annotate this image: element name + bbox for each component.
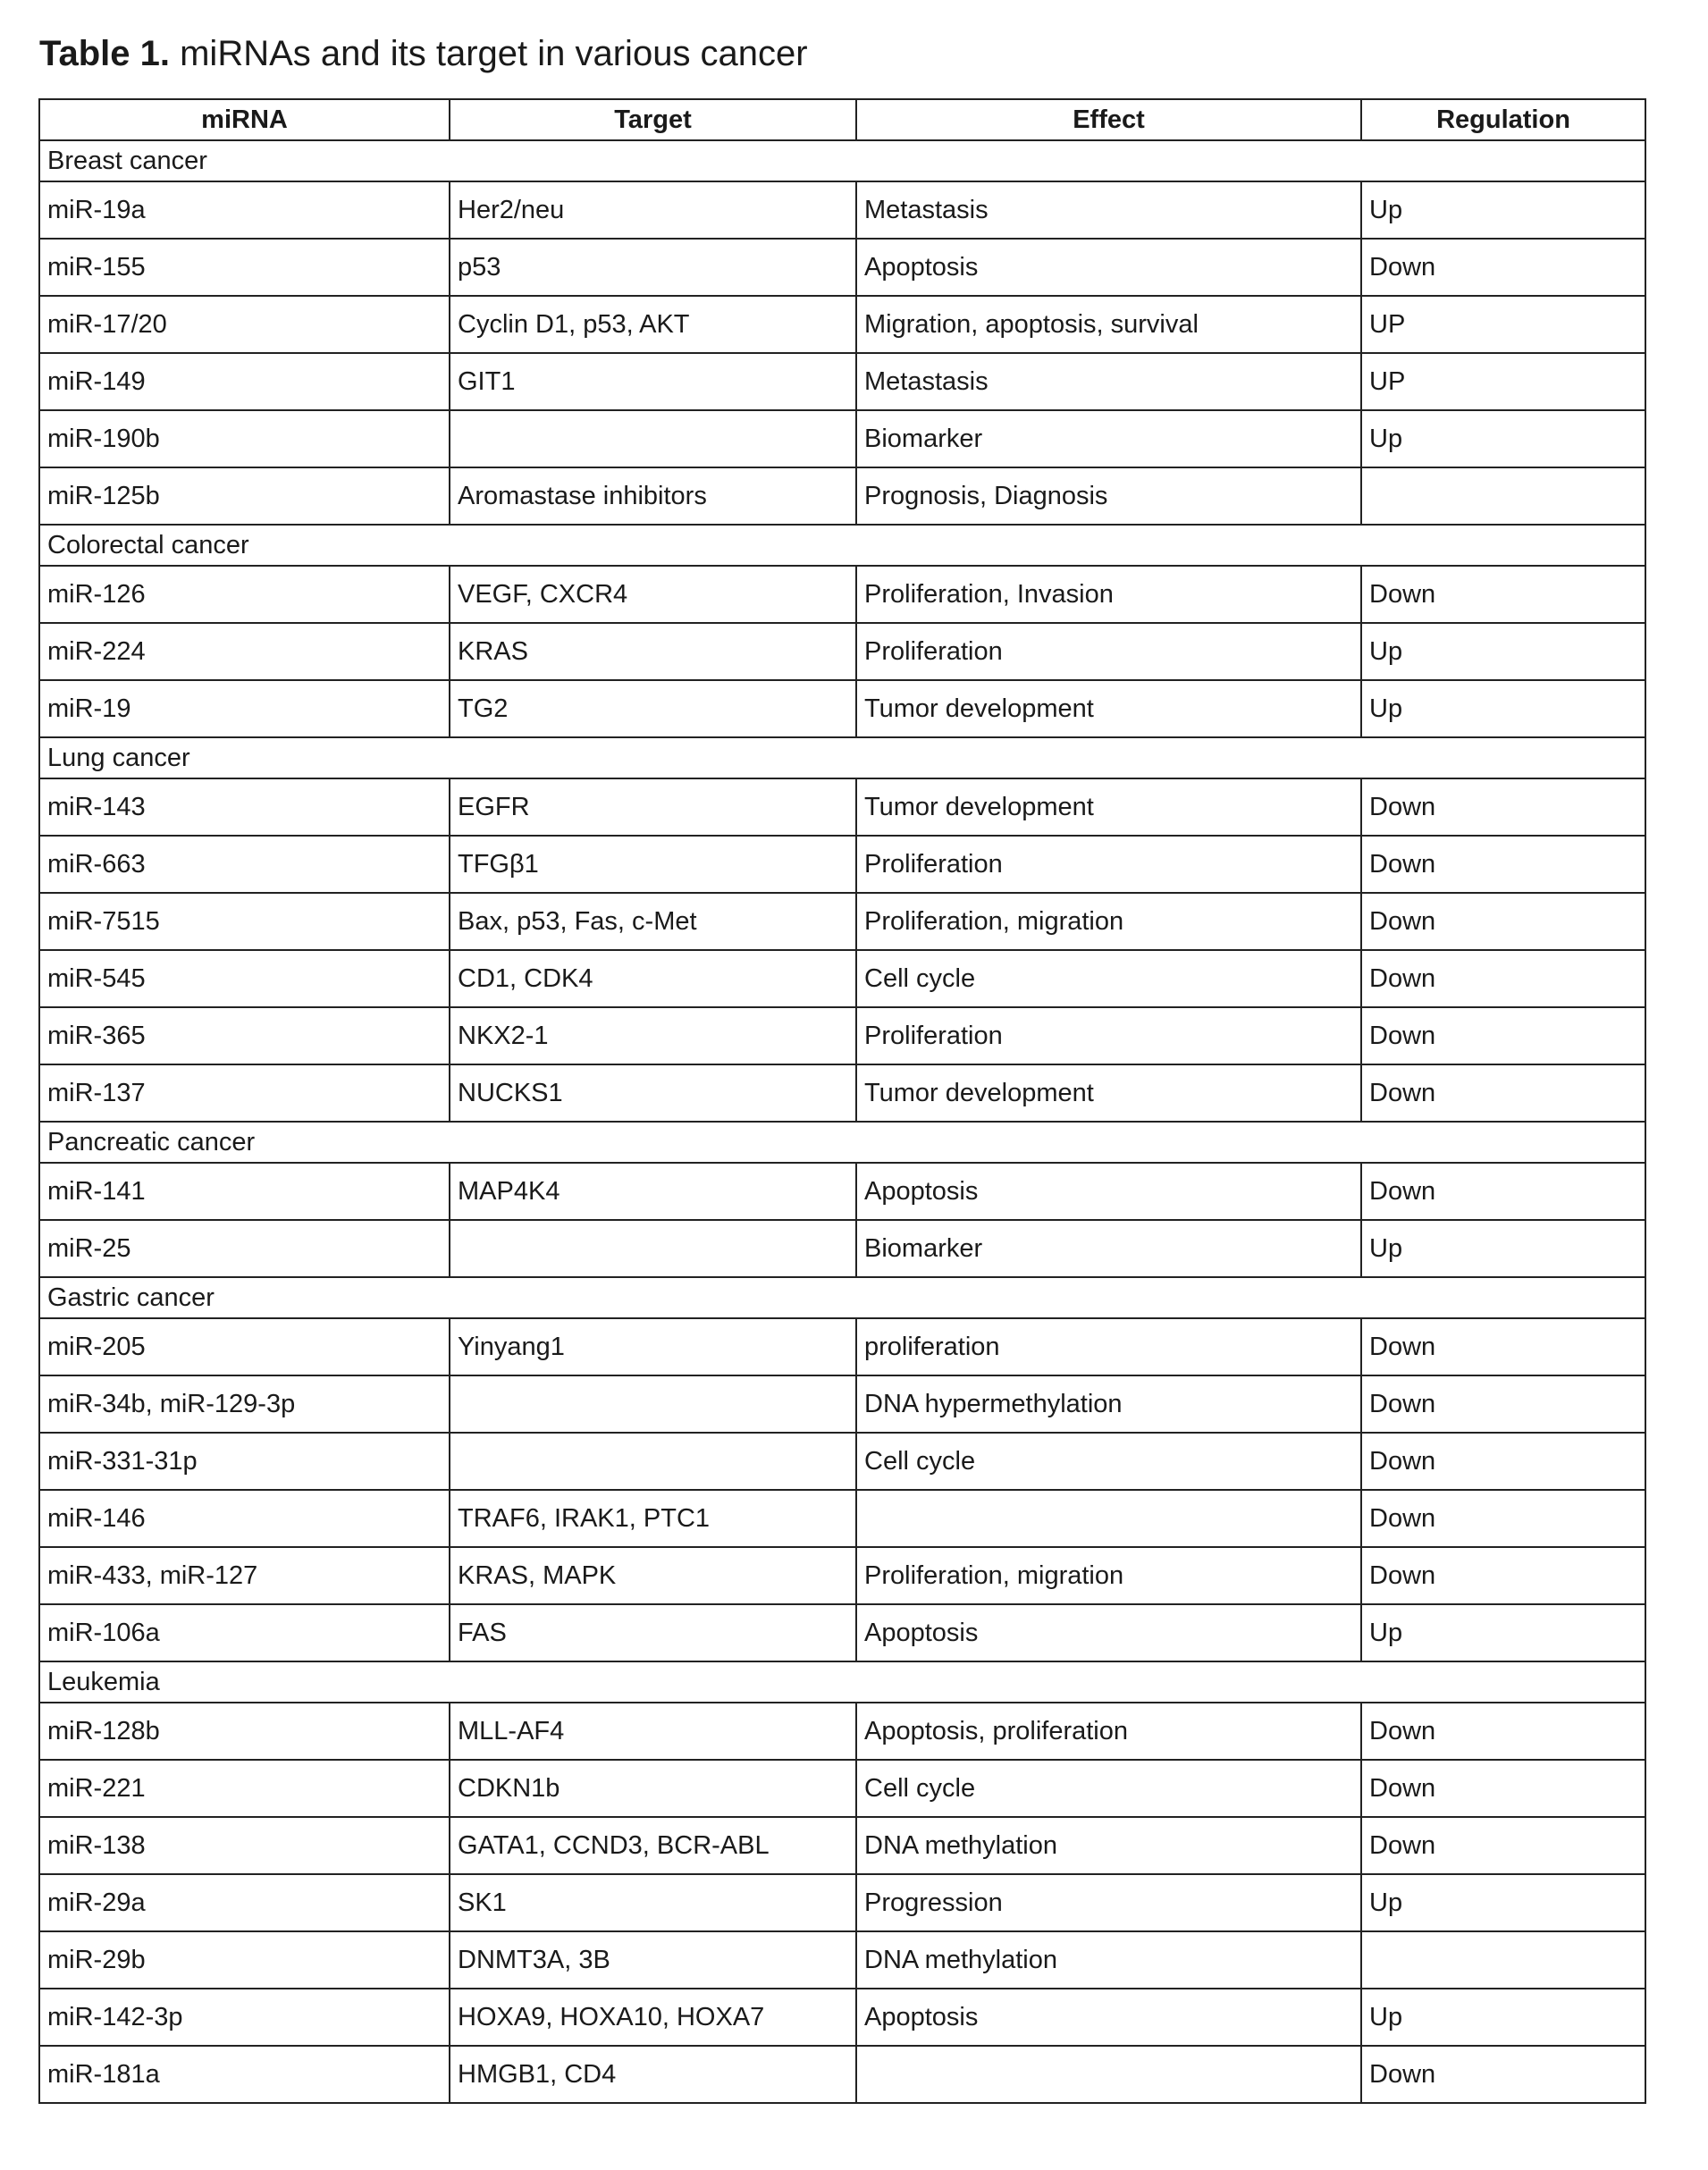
mirna-cell: miR-34b, miR-129-3p	[39, 1375, 450, 1433]
regulation-cell: Up	[1361, 1874, 1645, 1931]
table-row	[39, 680, 1645, 737]
section-title: Colorectal cancer	[39, 525, 1645, 566]
table-caption-label: Table 1.	[39, 34, 170, 73]
effect-cell: Tumor development	[856, 680, 1361, 737]
effect-cell: Cell cycle	[856, 1760, 1361, 1817]
section-title: Gastric cancer	[39, 1277, 1645, 1318]
mirna-cell: miR-205	[39, 1318, 450, 1375]
regulation-cell: Down	[1361, 1490, 1645, 1547]
target-cell: Aromastase inhibitors	[450, 467, 856, 525]
effect-cell: Proliferation	[856, 1007, 1361, 1064]
target-cell: TG2	[450, 680, 856, 737]
section-row	[39, 737, 1645, 778]
mirna-cell: miR-143	[39, 778, 450, 836]
table-row	[39, 181, 1645, 239]
table-row	[39, 1874, 1645, 1931]
mirna-cell: miR-19	[39, 680, 450, 737]
mirna-cell: miR-146	[39, 1490, 450, 1547]
section-title: Breast cancer	[39, 140, 1645, 181]
effect-cell: Apoptosis	[856, 1989, 1361, 2046]
target-cell: TRAF6, IRAK1, PTC1	[450, 1490, 856, 1547]
regulation-cell: Up	[1361, 623, 1645, 680]
table-row	[39, 1433, 1645, 1490]
regulation-cell: Down	[1361, 950, 1645, 1007]
mirna-cell: miR-29b	[39, 1931, 450, 1989]
table-row	[39, 893, 1645, 950]
section-row	[39, 1122, 1645, 1163]
regulation-cell: Up	[1361, 1989, 1645, 2046]
mirna-cell: miR-663	[39, 836, 450, 893]
target-cell: CD1, CDK4	[450, 950, 856, 1007]
target-cell: NKX2-1	[450, 1007, 856, 1064]
effect-cell: Metastasis	[856, 181, 1361, 239]
table-row	[39, 950, 1645, 1007]
target-cell: HOXA9, HOXA10, HOXA7	[450, 1989, 856, 2046]
target-cell: FAS	[450, 1604, 856, 1661]
effect-cell: Proliferation	[856, 836, 1361, 893]
mirna-cell: miR-25	[39, 1220, 450, 1277]
regulation-cell: Down	[1361, 1007, 1645, 1064]
effect-cell: Proliferation	[856, 623, 1361, 680]
regulation-cell: Down	[1361, 1375, 1645, 1433]
regulation-cell: UP	[1361, 353, 1645, 410]
effect-cell: Proliferation, migration	[856, 1547, 1361, 1604]
table-row	[39, 1989, 1645, 2046]
section-title: Lung cancer	[39, 737, 1645, 778]
target-cell	[450, 1220, 856, 1277]
section-row	[39, 1661, 1645, 1703]
regulation-cell: Down	[1361, 1760, 1645, 1817]
mirna-table	[38, 98, 1646, 2104]
target-cell: Cyclin D1, p53, AKT	[450, 296, 856, 353]
regulation-cell: Down	[1361, 1318, 1645, 1375]
regulation-cell: Down	[1361, 1163, 1645, 1220]
mirna-cell: miR-106a	[39, 1604, 450, 1661]
effect-cell: Proliferation, migration	[856, 893, 1361, 950]
column-header-target: Target	[450, 99, 856, 140]
mirna-cell: miR-142-3p	[39, 1989, 450, 2046]
effect-cell: Apoptosis	[856, 1604, 1361, 1661]
regulation-cell: Down	[1361, 566, 1645, 623]
effect-cell: Migration, apoptosis, survival	[856, 296, 1361, 353]
effect-cell: Apoptosis, proliferation	[856, 1703, 1361, 1760]
target-cell: MAP4K4	[450, 1163, 856, 1220]
mirna-cell: miR-221	[39, 1760, 450, 1817]
effect-cell: DNA hypermethylation	[856, 1375, 1361, 1433]
section-row	[39, 525, 1645, 566]
target-cell: Yinyang1	[450, 1318, 856, 1375]
effect-cell: Prognosis, Diagnosis	[856, 467, 1361, 525]
effect-cell: Progression	[856, 1874, 1361, 1931]
mirna-cell: miR-126	[39, 566, 450, 623]
regulation-cell: Down	[1361, 836, 1645, 893]
table-row	[39, 1703, 1645, 1760]
regulation-cell: Down	[1361, 239, 1645, 296]
target-cell: SK1	[450, 1874, 856, 1931]
regulation-cell: Down	[1361, 778, 1645, 836]
mirna-cell: miR-365	[39, 1007, 450, 1064]
table-row	[39, 1547, 1645, 1604]
regulation-cell: Up	[1361, 410, 1645, 467]
regulation-cell	[1361, 467, 1645, 525]
effect-cell: Tumor development	[856, 778, 1361, 836]
effect-cell: Cell cycle	[856, 950, 1361, 1007]
regulation-cell	[1361, 1931, 1645, 1989]
table-row	[39, 1064, 1645, 1122]
table-row	[39, 410, 1645, 467]
mirna-cell: miR-224	[39, 623, 450, 680]
target-cell	[450, 1433, 856, 1490]
regulation-cell: Down	[1361, 1547, 1645, 1604]
mirna-cell: miR-331-31p	[39, 1433, 450, 1490]
target-cell: HMGB1, CD4	[450, 2046, 856, 2103]
table-row	[39, 778, 1645, 836]
section-title: Leukemia	[39, 1661, 1645, 1703]
table-row	[39, 1817, 1645, 1874]
effect-cell: Biomarker	[856, 410, 1361, 467]
table-caption-text: miRNAs and its target in various cancer	[180, 34, 808, 73]
effect-cell	[856, 2046, 1361, 2103]
regulation-cell: Down	[1361, 893, 1645, 950]
table-row	[39, 623, 1645, 680]
regulation-cell: UP	[1361, 296, 1645, 353]
target-cell: CDKN1b	[450, 1760, 856, 1817]
target-cell: EGFR	[450, 778, 856, 836]
table-row	[39, 1931, 1645, 1989]
column-header-regulation: Regulation	[1361, 99, 1645, 140]
effect-cell: Cell cycle	[856, 1433, 1361, 1490]
header-row	[39, 99, 1645, 140]
target-cell: Her2/neu	[450, 181, 856, 239]
table-row	[39, 1007, 1645, 1064]
target-cell: NUCKS1	[450, 1064, 856, 1122]
target-cell: GIT1	[450, 353, 856, 410]
table-row	[39, 1490, 1645, 1547]
column-header-effect: Effect	[856, 99, 1361, 140]
mirna-cell: miR-433, miR-127	[39, 1547, 450, 1604]
mirna-cell: miR-7515	[39, 893, 450, 950]
mirna-cell: miR-19a	[39, 181, 450, 239]
table-row	[39, 2046, 1645, 2103]
mirna-cell: miR-545	[39, 950, 450, 1007]
section-row	[39, 1277, 1645, 1318]
regulation-cell: Up	[1361, 1220, 1645, 1277]
effect-cell: DNA methylation	[856, 1931, 1361, 1989]
table-row	[39, 239, 1645, 296]
regulation-cell: Up	[1361, 680, 1645, 737]
effect-cell: proliferation	[856, 1318, 1361, 1375]
regulation-cell: Down	[1361, 1817, 1645, 1874]
target-cell	[450, 1375, 856, 1433]
section-row	[39, 140, 1645, 181]
table-row	[39, 1318, 1645, 1375]
mirna-cell: miR-155	[39, 239, 450, 296]
effect-cell: Apoptosis	[856, 1163, 1361, 1220]
regulation-cell: Down	[1361, 1703, 1645, 1760]
section-title: Pancreatic cancer	[39, 1122, 1645, 1163]
regulation-cell: Down	[1361, 2046, 1645, 2103]
mirna-cell: miR-29a	[39, 1874, 450, 1931]
mirna-cell: miR-190b	[39, 410, 450, 467]
effect-cell: Apoptosis	[856, 239, 1361, 296]
regulation-cell: Down	[1361, 1064, 1645, 1122]
table-caption	[39, 27, 808, 80]
target-cell: VEGF, CXCR4	[450, 566, 856, 623]
table-row	[39, 836, 1645, 893]
table-row	[39, 1760, 1645, 1817]
effect-cell: Tumor development	[856, 1064, 1361, 1122]
mirna-cell: miR-138	[39, 1817, 450, 1874]
target-cell: KRAS	[450, 623, 856, 680]
effect-cell: Proliferation, Invasion	[856, 566, 1361, 623]
table-body	[39, 140, 1645, 2103]
effect-cell: Metastasis	[856, 353, 1361, 410]
table-row	[39, 353, 1645, 410]
target-cell: MLL-AF4	[450, 1703, 856, 1760]
table-row	[39, 296, 1645, 353]
mirna-cell: miR-137	[39, 1064, 450, 1122]
mirna-cell: miR-141	[39, 1163, 450, 1220]
target-cell: Bax, p53, Fas, c-Met	[450, 893, 856, 950]
mirna-cell: miR-125b	[39, 467, 450, 525]
effect-cell	[856, 1490, 1361, 1547]
target-cell: GATA1, CCND3, BCR-ABL	[450, 1817, 856, 1874]
mirna-cell: miR-149	[39, 353, 450, 410]
column-header-mirna: miRNA	[39, 99, 450, 140]
effect-cell: DNA methylation	[856, 1817, 1361, 1874]
table-row	[39, 1375, 1645, 1433]
target-cell: KRAS, MAPK	[450, 1547, 856, 1604]
regulation-cell: Up	[1361, 181, 1645, 239]
target-cell	[450, 410, 856, 467]
mirna-cell: miR-181a	[39, 2046, 450, 2103]
table-row	[39, 1163, 1645, 1220]
mirna-cell: miR-128b	[39, 1703, 450, 1760]
table-row	[39, 467, 1645, 525]
regulation-cell: Down	[1361, 1433, 1645, 1490]
mirna-cell: miR-17/20	[39, 296, 450, 353]
effect-cell: Biomarker	[856, 1220, 1361, 1277]
target-cell: p53	[450, 239, 856, 296]
table-row	[39, 566, 1645, 623]
table-row	[39, 1604, 1645, 1661]
target-cell: TFGβ1	[450, 836, 856, 893]
target-cell: DNMT3A, 3B	[450, 1931, 856, 1989]
regulation-cell: Up	[1361, 1604, 1645, 1661]
table-row	[39, 1220, 1645, 1277]
